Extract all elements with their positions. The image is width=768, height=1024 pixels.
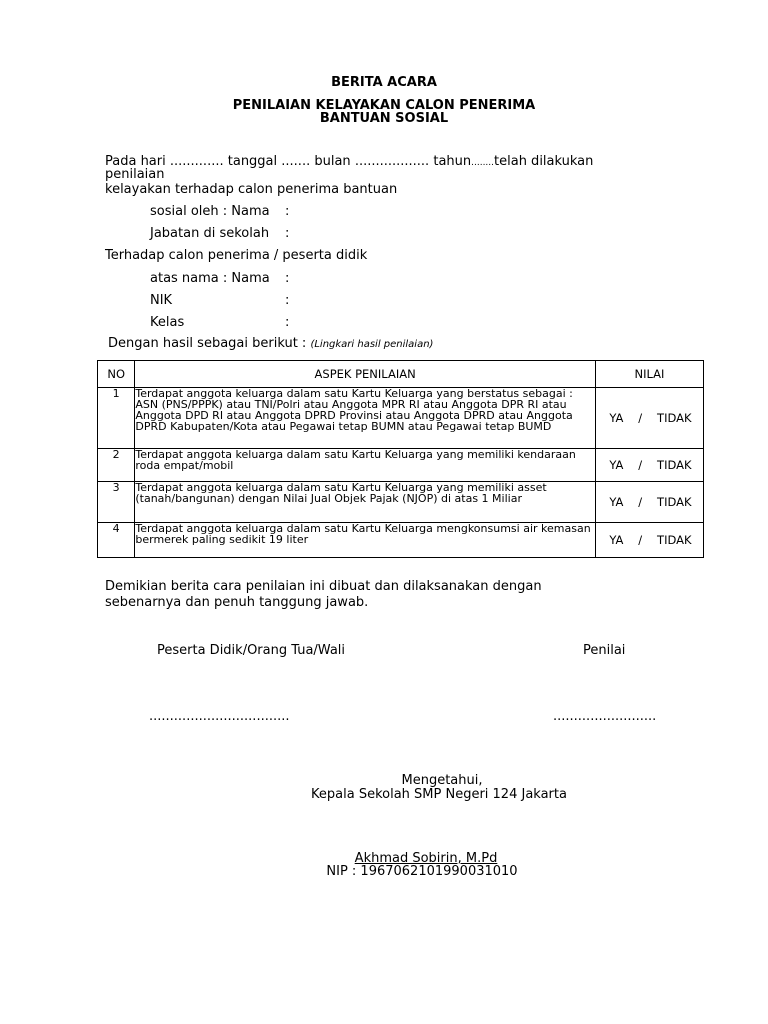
intro-line1: Pada hari ............. tanggal ....... bulan .................. tahun........telah dilakukan: [105, 154, 594, 169]
table-row: [98, 388, 704, 449]
row-aspek: Terdapat anggota keluarga dalam satu Kartu Keluarga mengkonsumsi air kemasan bermerek paling sedikit 19 liter: [135, 523, 596, 558]
kepala-sekolah-name: Akhmad Sobirin, M.Pd: [354, 851, 498, 866]
row-nilai: [595, 482, 703, 523]
hasil-text: Dengan hasil sebagai berikut :: [108, 336, 307, 351]
row-nilai: [595, 388, 703, 449]
header-nilai: NILAI: [595, 361, 703, 388]
table-header-row: [98, 361, 704, 388]
row-aspek: Terdapat anggota keluarga dalam satu Kartu Keluarga yang memiliki asset (tanah/bangunan) dengan Nilai Jual Objek Pajak (NJOP) di atas 1 Miliar: [135, 482, 596, 523]
row-no: 3: [98, 482, 135, 523]
signature-left-line: ..................................: [149, 709, 290, 724]
penilai-nama-colon: :: [285, 204, 290, 219]
row-no: 2: [98, 449, 135, 482]
peserta-nik-label: NIK: [150, 293, 173, 308]
table-row: [98, 482, 704, 523]
nilai-ya[interactable]: YA: [609, 457, 624, 472]
peserta-nik-colon: :: [285, 293, 290, 308]
mengetahui-label: Mengetahui,: [401, 773, 483, 788]
header-no: NO: [98, 361, 135, 388]
intro-line2: penilaian: [105, 167, 165, 182]
row-no: 4: [98, 523, 135, 558]
closing-line2: sebenarnya dan penuh tanggung jawab.: [105, 595, 369, 610]
penilai-jabatan-label: Jabatan di sekolah: [150, 226, 270, 241]
table-row: [98, 449, 704, 482]
nilai-separator: /: [638, 494, 643, 509]
table-row: [98, 523, 704, 558]
penilaian-table: [97, 360, 704, 558]
intro-line3: kelayakan terhadap calon penerima bantuan: [105, 182, 398, 197]
row-nilai: [595, 449, 703, 482]
peserta-nama-colon: :: [285, 271, 290, 286]
peserta-kelas-label: Kelas: [150, 315, 185, 330]
row-aspek: Terdapat anggota keluarga dalam satu Kartu Keluarga yang memiliki kendaraan roda empat/mobil: [135, 449, 596, 482]
nilai-ya[interactable]: YA: [609, 494, 624, 509]
signature-right-line: .........................: [553, 709, 657, 724]
row-no: 1: [98, 388, 135, 449]
hasil-line: [108, 337, 433, 352]
nilai-tidak[interactable]: TIDAK: [657, 410, 692, 425]
nilai-separator: /: [638, 410, 643, 425]
nilai-separator: /: [638, 532, 643, 547]
header-aspek: ASPEK PENILAIAN: [135, 361, 596, 388]
document-subtitle-line2: BANTUAN SOSIAL: [319, 111, 449, 126]
closing-line1: Demikian berita cara penilaian ini dibuat dan dilaksanakan dengan: [105, 579, 542, 594]
kepala-sekolah-nip: NIP : 196706210199003101​0: [326, 864, 518, 879]
document-subtitle: PENILAIAN KELAYAKAN CALON PENERIMA: [232, 98, 536, 113]
signature-left-label: Peserta Didik/Orang Tua/Wali: [157, 643, 346, 658]
peserta-nama-label: atas nama : Nama: [150, 271, 270, 286]
nilai-ya[interactable]: YA: [609, 532, 624, 547]
nilai-tidak[interactable]: TIDAK: [657, 494, 692, 509]
peserta-kelas-colon: :: [285, 315, 290, 330]
penilai-nama-label: sosial oleh : Nama: [150, 204, 270, 219]
penilai-jabatan-colon: :: [285, 226, 290, 241]
row-aspek: Terdapat anggota keluarga dalam satu Kartu Keluarga yang berstatus sebagai : ASN (PNS/PPPK) atau TNI/Polri atau Anggota MPR RI atau Anggota DPR RI atau Anggota DPD RI atau Anggota DPRD Provinsi atau Anggota DPRD atau Anggota DPRD Kabupaten/Kota atau Pegawai tetap BUMN atau Pegawai tetap BUMD: [135, 388, 596, 449]
kepala-sekolah-position: Kepala Sekolah SMP Negeri 124 Jakarta: [311, 787, 567, 802]
nilai-separator: /: [638, 457, 643, 472]
signature-right-label: Penilai: [583, 643, 626, 658]
nilai-tidak[interactable]: TIDAK: [657, 532, 692, 547]
row-nilai: [595, 523, 703, 558]
nilai-tidak[interactable]: TIDAK: [657, 457, 692, 472]
hasil-note: (Lingkari hasil penilaian): [310, 339, 434, 350]
nilai-ya[interactable]: YA: [609, 410, 624, 425]
terhadap-label: Terhadap calon penerima / peserta didik: [105, 248, 368, 263]
document-title: BERITA ACARA: [331, 75, 437, 90]
